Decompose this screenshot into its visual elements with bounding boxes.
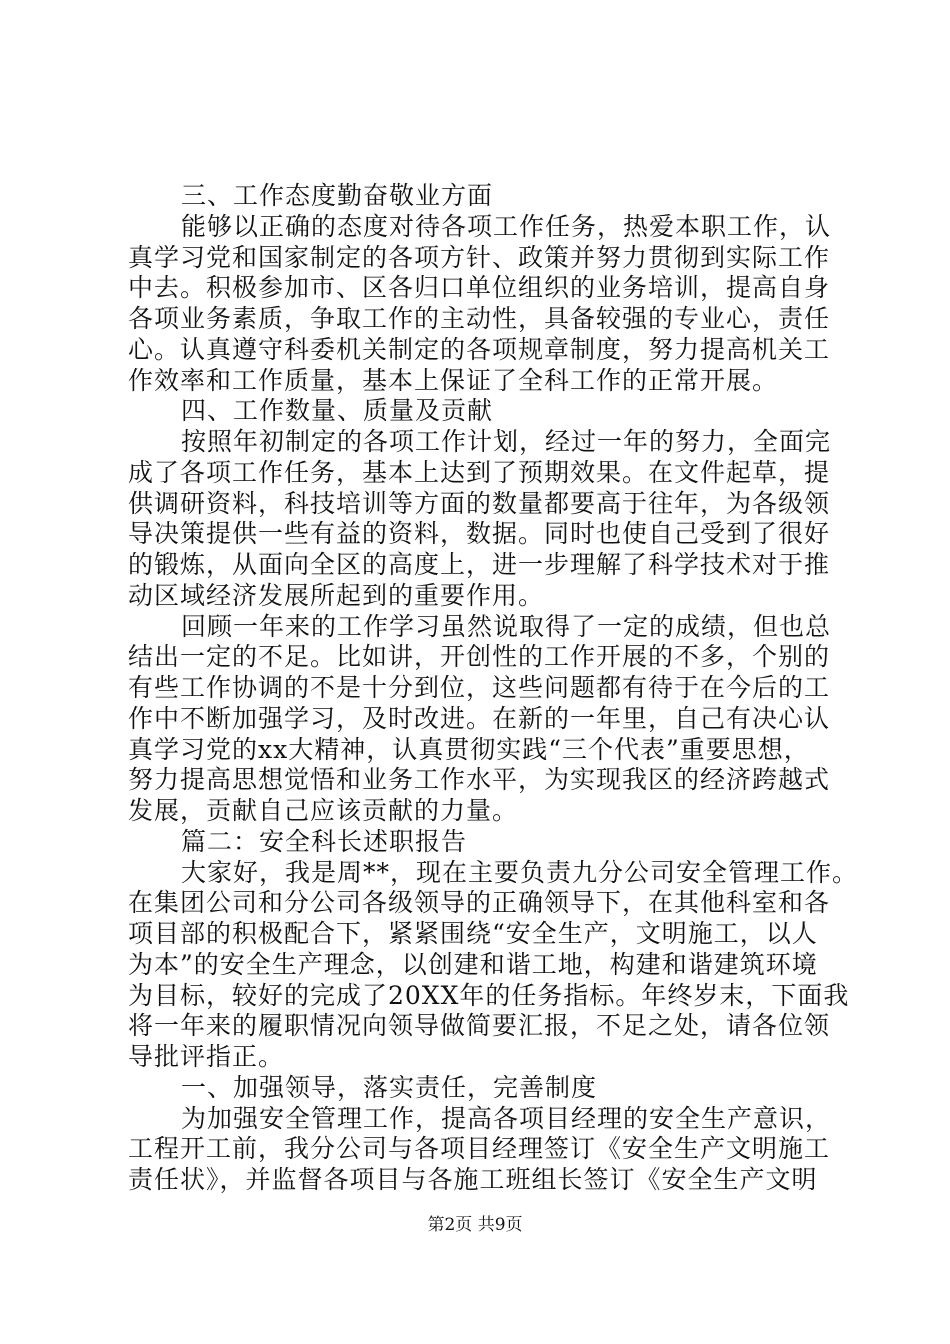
paragraph-line: 大家好，我是周**，现在主要负责九分公司安全管理工作。 (181, 858, 859, 887)
paragraph-line: 结出一定的不足。比如讲，开创性的工作开展的不多，个别的 (128, 642, 831, 671)
paragraph-line: 为本”的安全生产理念，以创建和谐工地，构建和谐建筑环境 (128, 950, 818, 979)
paragraph-line: 为目标，较好的完成了20XX年的任务指标。年终岁末，下面我 (128, 981, 850, 1010)
paragraph-line: 心。认真遵守科委机关制定的各项规章制度，努力提高机关工 (128, 335, 831, 364)
page-number-footer: 第2页 共9页 (427, 1215, 523, 1235)
paragraph-line: 作中不断加强学习，及时改进。在新的一年里，自己有决心认 (128, 704, 831, 733)
article-title: 篇二：安全科长述职报告 (181, 827, 468, 856)
paragraph-line: 真学习党和国家制定的各项方针、政策并努力贯彻到实际工作 (128, 243, 831, 272)
paragraph-line: 努力提高思想觉悟和业务工作水平，为实现我区的经济跨越式 (128, 765, 831, 794)
paragraph-line: 责任状》，并监督各项目与各施工班组长签订《安全生产文明 (128, 1165, 818, 1194)
paragraph-line: 在集团公司和分公司各级领导的正确领导下，在其他科室和各 (128, 888, 831, 917)
paragraph-line: 能够以正确的态度对待各项工作任务，热爱本职工作，认 (181, 212, 832, 241)
paragraph-line: 按照年初制定的各项工作计划，经过一年的努力，全面完 (181, 427, 832, 456)
paragraph-line: 导批评指正。 (128, 1042, 285, 1071)
paragraph-line: 为加强安全管理工作，提高各项目经理的安全生产意识， (181, 1104, 832, 1133)
paragraph-line: 导决策提供一些有益的资料，数据。同时也使自己受到了很好 (128, 519, 831, 548)
paragraph-line: 的锻炼，从面向全区的高度上，进一步理解了科学技术对于推 (128, 550, 831, 579)
paragraph-line: 真学习党的xx大精神，认真贯彻实践“三个代表”重要思想， (128, 735, 810, 764)
paragraph-line: 有些工作协调的不是十分到位，这些问题都有待于在今后的工 (128, 673, 831, 702)
paragraph-line: 将一年来的履职情况向领导做简要汇报，不足之处，请各位领 (128, 1011, 831, 1040)
paragraph-line: 作效率和工作质量，基本上保证了全科工作的正常开展。 (128, 366, 779, 395)
paragraph-line: 成了各项工作任务，基本上达到了预期效果。在文件起草，提 (128, 458, 831, 487)
paragraph-line: 工程开工前，我分公司与各项目经理签订《安全生产文明施工 (128, 1134, 831, 1163)
section-heading: 三、工作态度勤奋敬业方面 (181, 181, 494, 210)
paragraph-line: 各项业务素质，争取工作的主动性，具备较强的专业心，责任 (128, 304, 831, 333)
paragraph-line: 动区域经济发展所起到的重要作用。 (128, 581, 545, 610)
section-heading: 一、加强领导，落实责任，完善制度 (181, 1073, 598, 1102)
section-heading: 四、工作数量、质量及贡献 (181, 396, 494, 425)
paragraph-line: 发展，贡献自己应该贡献的力量。 (128, 796, 519, 825)
paragraph-line: 供调研资料，科技培训等方面的数量都要高于往年，为各级领 (128, 489, 831, 518)
paragraph-line: 回顾一年来的工作学习虽然说取得了一定的成绩，但也总 (181, 612, 832, 641)
paragraph-line: 中去。积极参加市、区各归口单位组织的业务培训，提高自身 (128, 273, 831, 302)
paragraph-line: 项目部的积极配合下，紧紧围绕“安全生产，文明施工，以人 (128, 919, 818, 948)
